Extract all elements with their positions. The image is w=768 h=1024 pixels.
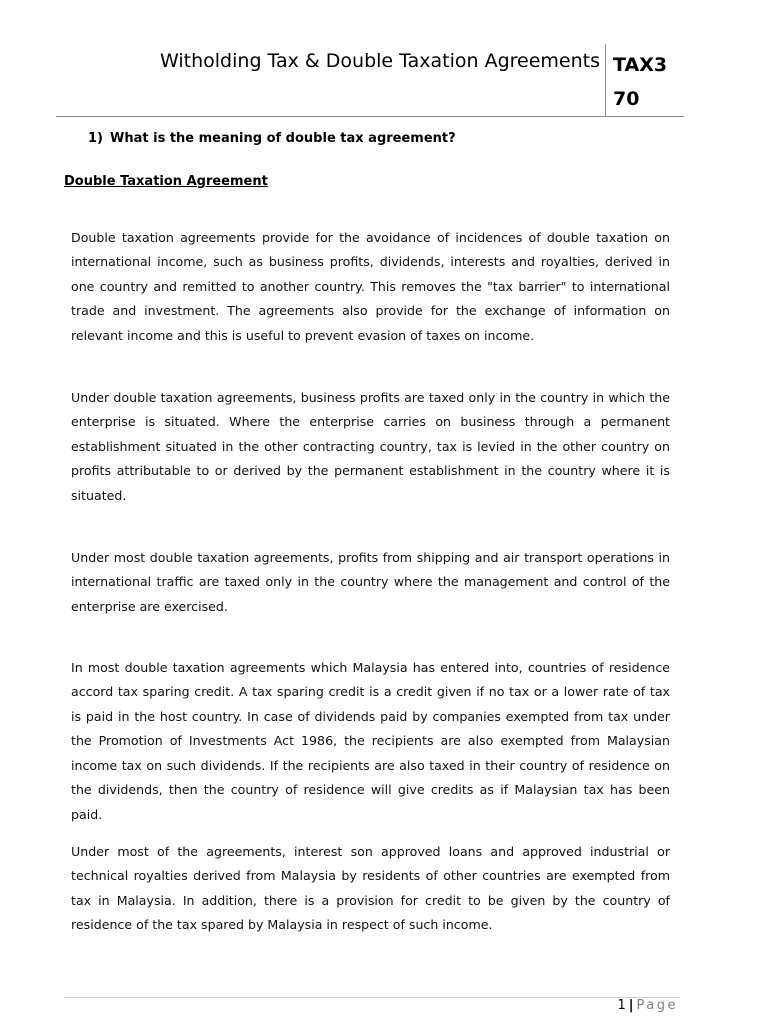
section-heading: Double Taxation Agreement xyxy=(64,174,268,189)
page-number: 1 xyxy=(617,998,626,1013)
paragraph: Under double taxation agreements, business profits are taxed only in the country in which the enterprise is situated. Where the enterprise carries on business through a permanent establishment situated in the other contracting country, tax is levied in the other country on profits attributable to or derived by the permanent establishment in the country where it is situated. xyxy=(71,389,670,503)
page-label: Page xyxy=(636,998,678,1013)
page-header xyxy=(56,44,684,117)
footer-separator: | xyxy=(628,998,634,1013)
paragraph: Double taxation agreements provide for the avoidance of incidences of double taxation on international income, such as business profits, dividends, interests and royalties, derived in one country and remitted to another country. This removes the "tax barrier" to international trade and investment. The agreements also provide for the exchange of information on relevant income and this is useful to prevent evasion of taxes on income. xyxy=(71,229,670,343)
document-title: Witholding Tax & Double Taxation Agreements xyxy=(160,50,600,72)
paragraph: Under most double taxation agreements, profits from shipping and air transport operations in international traffic are taxed only in the country where the management and control of the enterprise are exercised. xyxy=(71,549,670,614)
question-text: What is the meaning of double tax agreement? xyxy=(110,131,456,146)
course-code: TAX370 xyxy=(613,54,668,110)
question-number: 1) xyxy=(88,131,103,146)
paragraph: In most double taxation agreements which Malaysia has entered into, countries of residence accord tax sparing credit. A tax sparing credit is a credit given if no tax or a lower rate of tax is paid in the host country. In case of dividends paid by companies exempted from tax under the Promotion of Investments Act 1986, the recipients are also exempted from Malaysian income tax on such dividends. If the recipients are also taxed in their country of residence on the dividends, then the country of residence will give credits as if Malaysian tax has been paid. xyxy=(71,659,670,822)
question-heading xyxy=(88,131,456,146)
footer-divider xyxy=(64,997,680,998)
paragraph: Under most of the agreements, interest son approved loans and approved industrial or technical royalties derived from Malaysia by residents of other countries are exempted from tax in Malaysia. In addition, there is a provision for credit to be given by the country of residence of the tax spared by Malaysia in respect of such income. xyxy=(71,843,670,933)
page-footer xyxy=(617,998,678,1013)
header-divider xyxy=(605,44,606,116)
